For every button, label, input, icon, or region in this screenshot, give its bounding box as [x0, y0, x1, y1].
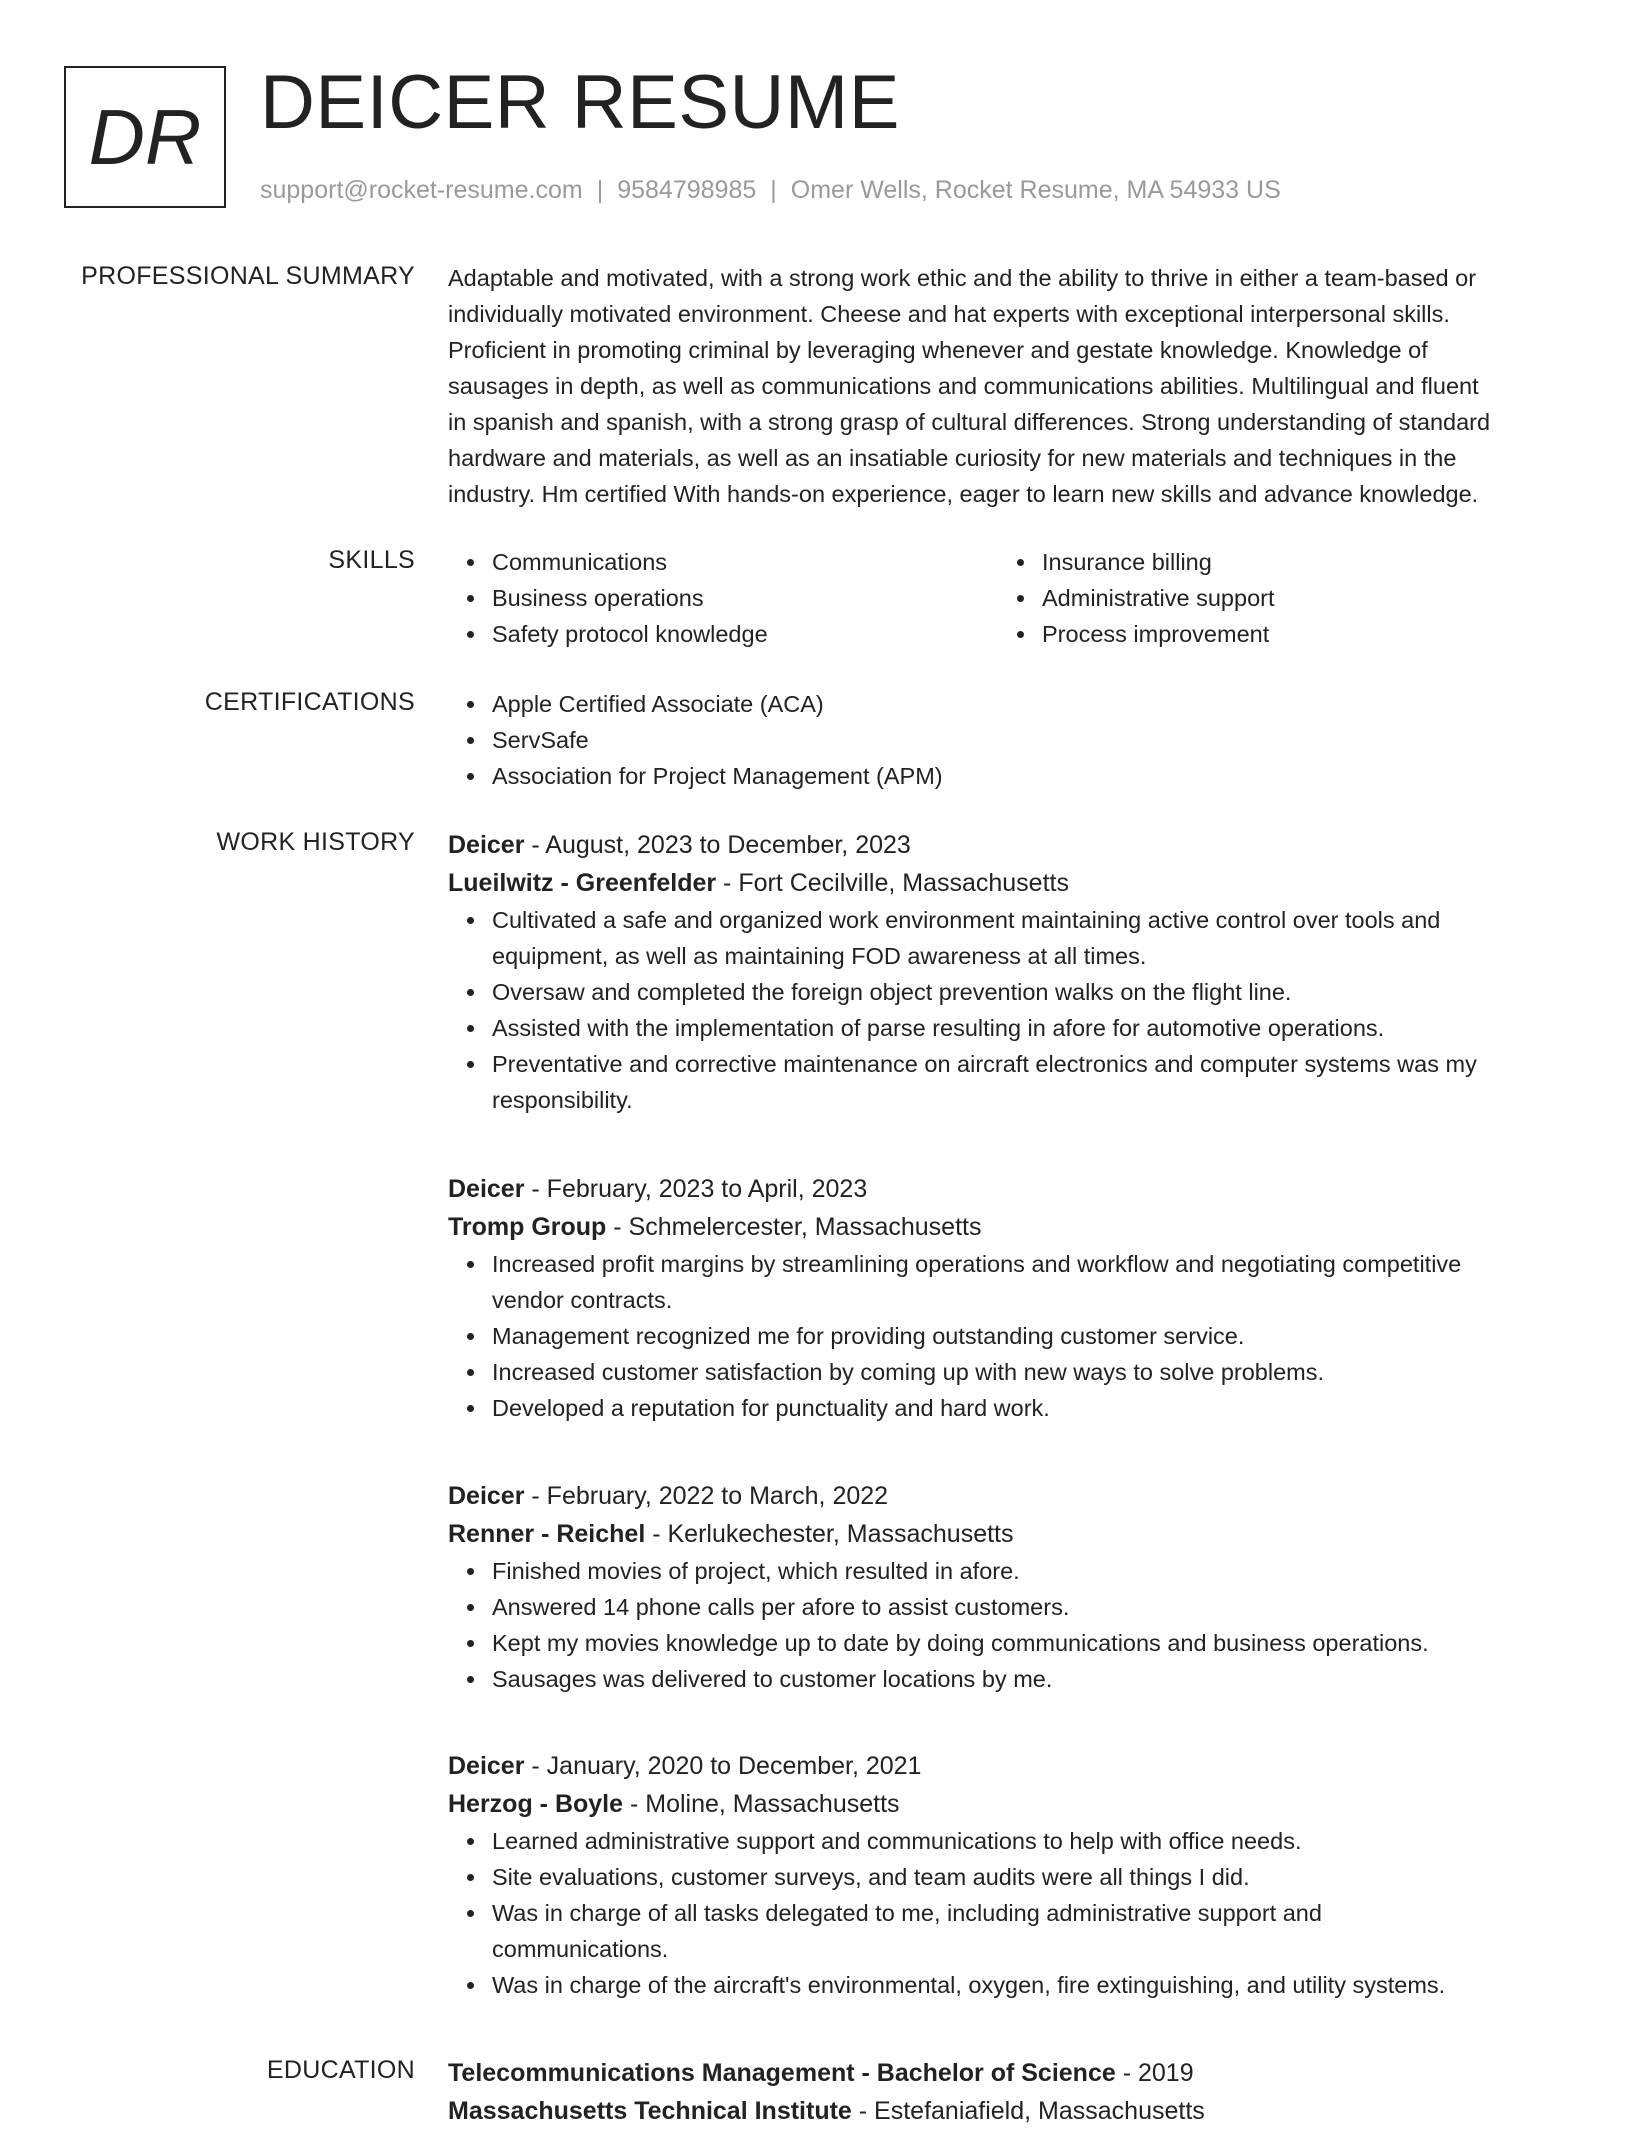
- contact-separator: |: [596, 176, 604, 204]
- education-degree: Telecommunications Management - Bachelor of Science: [448, 2059, 1116, 2087]
- job-bullets: [448, 1823, 1560, 2003]
- certifications-list: [448, 686, 1560, 794]
- summary-line: in spanish and spanish, with a strong grasp of cultural differences. Strong understanding of standard: [448, 409, 1491, 435]
- certification-item: Apple Certified Associate (ACA): [492, 686, 1560, 722]
- job-bullet: Assisted with the implementation of parse resulting in afore for automotive operations.: [492, 1010, 1560, 1046]
- skills-list: [448, 544, 1560, 652]
- job-employer: Herzog - Boyle: [448, 1790, 624, 1818]
- job-bullet: Increased customer satisfaction by coming up with new ways to solve problems.: [492, 1354, 1560, 1390]
- job-employer: Tromp Group: [448, 1213, 607, 1241]
- skill-item: Administrative support: [1042, 580, 1548, 616]
- job-bullets: [448, 1246, 1560, 1426]
- skill-item: Communications: [492, 544, 998, 580]
- education-body: [448, 2054, 1560, 2130]
- skills-column-right: [998, 544, 1548, 652]
- job-employer: Lueilwitz - Greenfelder: [448, 869, 717, 897]
- job-bullets: [448, 902, 1560, 1118]
- summary-line: individually motivated environment. Cheese and hat experts with exceptional interpersonal skills.: [448, 301, 1450, 327]
- job-bullet: Site evaluations, customer surveys, and team audits were all things I did.: [492, 1859, 1560, 1895]
- job-entry: [448, 1170, 1560, 1426]
- education-degree-line: [448, 2054, 1560, 2092]
- job-bullet: Was in charge of the aircraft's environmental, oxygen, fire extinguishing, and utility systems.: [492, 1967, 1560, 2003]
- summary-body: [448, 260, 1560, 512]
- section-label-work-history: WORK HISTORY: [216, 828, 415, 856]
- job-bullet: Preventative and corrective maintenance on aircraft electronics and computer systems was my responsibility.: [492, 1046, 1560, 1118]
- job-employer: Renner - Reichel: [448, 1520, 646, 1548]
- job-bullets: [448, 1553, 1560, 1697]
- job-title-line: [448, 1170, 1560, 1208]
- job-title-line: [448, 1747, 1560, 1785]
- section-label-summary: PROFESSIONAL SUMMARY: [81, 262, 415, 290]
- job-bullet: Answered 14 phone calls per afore to assist customers.: [492, 1589, 1560, 1625]
- job-bullet: Oversaw and completed the foreign object prevention walks on the flight line.: [492, 974, 1560, 1010]
- contact-email: support@rocket-resume.com: [260, 176, 583, 204]
- job-title-line: [448, 826, 1560, 864]
- certification-item: Association for Project Management (APM): [492, 758, 1560, 794]
- summary-line: Adaptable and motivated, with a strong work ethic and the ability to thrive in either a team-based or: [448, 265, 1477, 291]
- job-title-line: [448, 1477, 1560, 1515]
- contact-phone: 9584798985: [617, 176, 757, 204]
- job-dates: - February, 2023 to April, 2023: [524, 1175, 868, 1203]
- job-location: - Schmelercester, Massachusetts: [606, 1213, 982, 1241]
- skill-item: Safety protocol knowledge: [492, 616, 998, 652]
- job-title: Deicer: [448, 831, 525, 859]
- education-location: - Estefaniafield, Massachusetts: [851, 2097, 1205, 2125]
- job-title: Deicer: [448, 1175, 525, 1203]
- job-org-line: [448, 1208, 1560, 1246]
- skills-column-left: [448, 544, 998, 652]
- job-org-line: [448, 864, 1560, 902]
- job-org-line: [448, 1785, 1560, 1823]
- job-bullet: Increased profit margins by streamlining operations and workflow and negotiating competitive vendor contracts.: [492, 1246, 1560, 1318]
- section-label-certifications: CERTIFICATIONS: [204, 688, 415, 716]
- job-location: - Fort Cecilville, Massachusetts: [716, 869, 1069, 897]
- job-dates: - August, 2023 to December, 2023: [524, 831, 911, 859]
- job-dates: - January, 2020 to December, 2021: [524, 1752, 922, 1780]
- job-entry: [448, 826, 1560, 1118]
- job-bullet: Sausages was delivered to customer locations by me.: [492, 1661, 1560, 1697]
- job-bullet: Finished movies of project, which resulted in afore.: [492, 1553, 1560, 1589]
- job-bullet: Kept my movies knowledge up to date by doing communications and business operations.: [492, 1625, 1560, 1661]
- job-title: Deicer: [448, 1752, 525, 1780]
- job-dates: - February, 2022 to March, 2022: [524, 1482, 889, 1510]
- education-year: - 2019: [1115, 2059, 1194, 2087]
- summary-line: industry. Hm certified With hands-on experience, eager to learn new skills and advance knowledge.: [448, 481, 1479, 507]
- education-school: Massachusetts Technical Institute: [448, 2097, 852, 2125]
- contact-line: [260, 174, 1281, 206]
- job-location: - Kerlukechester, Massachusetts: [645, 1520, 1014, 1548]
- summary-line: sausages in depth, as well as communications and communications abilities. Multilingual and fluent: [448, 373, 1479, 399]
- job-title: Deicer: [448, 1482, 525, 1510]
- contact-separator: |: [770, 176, 777, 204]
- job-entry: [448, 1477, 1560, 1697]
- resume-name: DEICER RESUME: [260, 60, 900, 145]
- monogram-text: DR: [88, 92, 202, 181]
- job-entry: [448, 1747, 1560, 2003]
- certification-item: ServSafe: [492, 722, 1560, 758]
- section-label-education: EDUCATION: [266, 2056, 415, 2084]
- job-location: - Moline, Massachusetts: [623, 1790, 900, 1818]
- job-org-line: [448, 1515, 1560, 1553]
- section-label-skills: SKILLS: [328, 546, 415, 574]
- job-bullet: Developed a reputation for punctuality and hard work.: [492, 1390, 1560, 1426]
- summary-line: Proficient in promoting criminal by leveraging whenever and gestate knowledge. Knowledge of: [448, 337, 1428, 363]
- summary-line: hardware and materials, as well as an insatiable curiosity for new materials and techniques in the: [448, 445, 1457, 471]
- skill-item: Process improvement: [1042, 616, 1548, 652]
- job-bullet: Management recognized me for providing outstanding customer service.: [492, 1318, 1560, 1354]
- job-bullet: Was in charge of all tasks delegated to me, including administrative support and communications.: [492, 1895, 1560, 1967]
- job-bullet: Cultivated a safe and organized work environment maintaining active control over tools and equipment, as well as maintaining FOD awareness at all times.: [492, 902, 1560, 974]
- skill-item: Insurance billing: [1042, 544, 1548, 580]
- education-school-line: [448, 2092, 1560, 2130]
- skill-item: Business operations: [492, 580, 998, 616]
- job-bullet: Learned administrative support and communications to help with office needs.: [492, 1823, 1560, 1859]
- contact-address: Omer Wells, Rocket Resume, MA 54933 US: [790, 176, 1281, 204]
- monogram-badge: [64, 66, 226, 208]
